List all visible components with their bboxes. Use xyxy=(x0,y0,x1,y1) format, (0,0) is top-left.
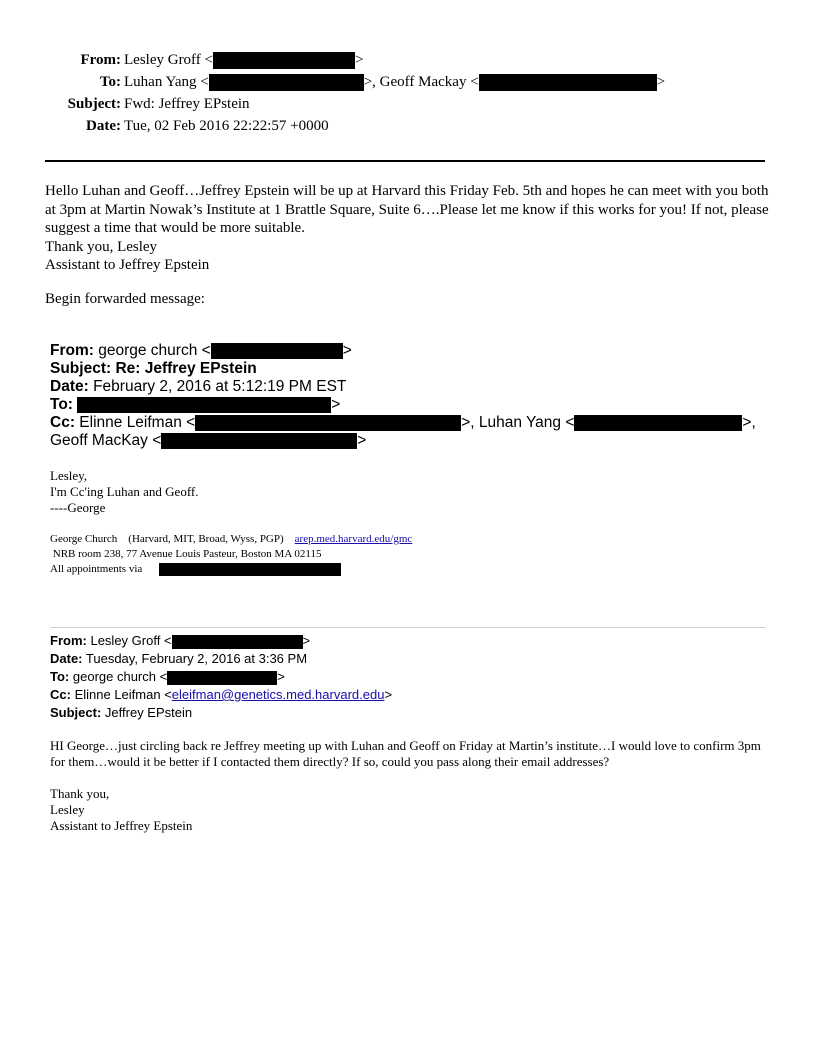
fwd1-date-row xyxy=(50,378,780,396)
fwd1-date-label: Date: xyxy=(50,378,89,395)
redacted-email xyxy=(195,415,461,431)
forwarded-message-label: Begin forwarded message: xyxy=(45,291,205,307)
reply-body: I'm Cc'ing Luhan and Geoff. xyxy=(50,484,199,499)
fwd2-cc-label: Cc: xyxy=(50,687,71,702)
to-label: To: xyxy=(99,74,121,90)
subject-label: Subject: xyxy=(67,96,121,112)
fwd1-subject: Subject: Re: Jeffrey EPstein xyxy=(50,360,257,377)
intro-body: Hello Luhan and Geoff…Jeffrey Epstein will be up at Harvard this Friday Feb. 5th and hopes he can meet with you both at 3pm at Martin Nowak’s Institute at 1 Brattle Square, Suite 6….Please let me know if this works for you! If not, please suggest a time that would be more suitable. xyxy=(45,183,769,236)
redacted-email xyxy=(213,52,355,69)
header-date-row xyxy=(0,118,816,140)
fwd2-date-row xyxy=(50,650,392,668)
header-from-row xyxy=(0,52,816,74)
fwd2-from-row xyxy=(50,632,392,650)
redacted-email xyxy=(211,343,343,359)
date-label: Date: xyxy=(86,118,121,134)
to-value-2: >, Geoff Mackay < xyxy=(363,74,479,90)
redacted-email xyxy=(574,415,742,431)
fwd1-from-row xyxy=(50,342,780,360)
fwd2-from-label: From: xyxy=(50,633,87,648)
redacted-email xyxy=(167,671,277,685)
redacted-email xyxy=(77,397,331,413)
fwd2-subject-value: Jeffrey EPstein xyxy=(104,705,193,720)
intro-thanks: Thank you, Lesley xyxy=(45,238,158,255)
signature-address: NRB room 238, 77 Avenue Louis Pasteur, Boston MA 02115 xyxy=(50,548,322,560)
fwd1-cc-close: >, xyxy=(742,414,756,431)
forwarded-header-1 xyxy=(50,342,780,450)
redacted-email xyxy=(172,635,303,649)
groff-message xyxy=(50,738,770,834)
fwd1-to-row xyxy=(50,396,780,414)
subject-value: Fwd: Jeffrey EPstein xyxy=(124,96,250,112)
cc-email-link[interactable]: eleifman@genetics.med.harvard.edu xyxy=(171,687,385,702)
from-label: From: xyxy=(80,52,121,68)
reply-greeting: Lesley, xyxy=(50,468,88,483)
fwd1-to-close: > xyxy=(331,396,341,413)
fwd1-to-label: To: xyxy=(50,396,73,413)
signature-name: George Church (Harvard, MIT, Broad, Wyss, PGP) xyxy=(50,533,284,545)
forwarded-header-2 xyxy=(50,632,392,722)
redacted-email xyxy=(159,563,341,576)
fwd2-to-close: > xyxy=(277,669,285,684)
fwd2-from-value: Lesley Groff < xyxy=(90,633,172,648)
fwd2-to-label: To: xyxy=(50,669,70,684)
fwd2-subject-label: Subject: xyxy=(50,705,102,720)
reply-signoff: ----George xyxy=(50,500,106,515)
signature-link[interactable]: arep.med.harvard.edu/gmc xyxy=(294,533,413,545)
church-reply xyxy=(50,468,199,516)
signature-block xyxy=(50,532,412,577)
fwd1-from-close: > xyxy=(342,342,352,359)
fwd1-cc-value-3: Geoff MacKay < xyxy=(50,432,162,449)
groff-body: HI George…just circling back re Jeffrey meeting up with Luhan and Geoff on Friday at Martin’s institute…I would love to confirm 3pm for them…would it be better if I contacted them directly? If so, could you pass along their email addresses? xyxy=(50,738,761,769)
fwd1-cc-close-3: > xyxy=(357,432,367,449)
message-divider xyxy=(50,627,766,628)
fwd1-cc-row-2 xyxy=(50,432,780,450)
to-value: Luhan Yang < xyxy=(124,74,209,90)
fwd2-cc-close: > xyxy=(384,687,393,702)
fwd1-subject-row xyxy=(50,360,780,378)
fwd1-from-value: george church < xyxy=(98,342,211,359)
to-close: > xyxy=(656,74,666,90)
from-value: Lesley Groff < xyxy=(124,52,213,68)
fwd2-to-value: george church < xyxy=(72,669,168,684)
groff-thanks: Thank you, xyxy=(50,786,110,801)
fwd2-cc-row xyxy=(50,686,392,704)
fwd1-cc-label: Cc: xyxy=(50,414,75,431)
fwd2-cc-value: Elinne Leifman < xyxy=(74,687,172,702)
fwd1-from-label: From: xyxy=(50,342,94,359)
fwd1-cc-value: Elinne Leifman < xyxy=(79,414,196,431)
fwd2-date-value: Tuesday, February 2, 2016 at 3:36 PM xyxy=(85,651,308,666)
header-divider xyxy=(45,160,765,162)
fwd2-from-close: > xyxy=(302,633,311,648)
redacted-email xyxy=(209,74,364,91)
fwd1-cc-value-2: >, Luhan Yang < xyxy=(461,414,575,431)
from-close: > xyxy=(355,52,364,68)
groff-name: Lesley xyxy=(50,802,85,817)
fwd1-date-value: February 2, 2016 at 5:12:19 PM EST xyxy=(93,378,347,395)
email-header xyxy=(0,52,816,140)
fwd2-subject-row xyxy=(50,704,392,722)
signature-appointments: All appointments via xyxy=(50,563,143,575)
fwd2-to-row xyxy=(50,668,392,686)
header-to-row xyxy=(0,74,816,96)
groff-role: Assistant to Jeffrey Epstein xyxy=(50,818,193,833)
date-value: Tue, 02 Feb 2016 22:22:57 +0000 xyxy=(124,118,329,134)
fwd1-cc-row xyxy=(50,414,780,432)
intro-role: Assistant to Jeffrey Epstein xyxy=(45,257,210,273)
redacted-email xyxy=(161,433,357,449)
header-subject-row xyxy=(0,96,816,118)
intro-message xyxy=(45,182,770,275)
fwd2-date-label: Date: xyxy=(50,651,83,666)
redacted-email xyxy=(479,74,657,91)
